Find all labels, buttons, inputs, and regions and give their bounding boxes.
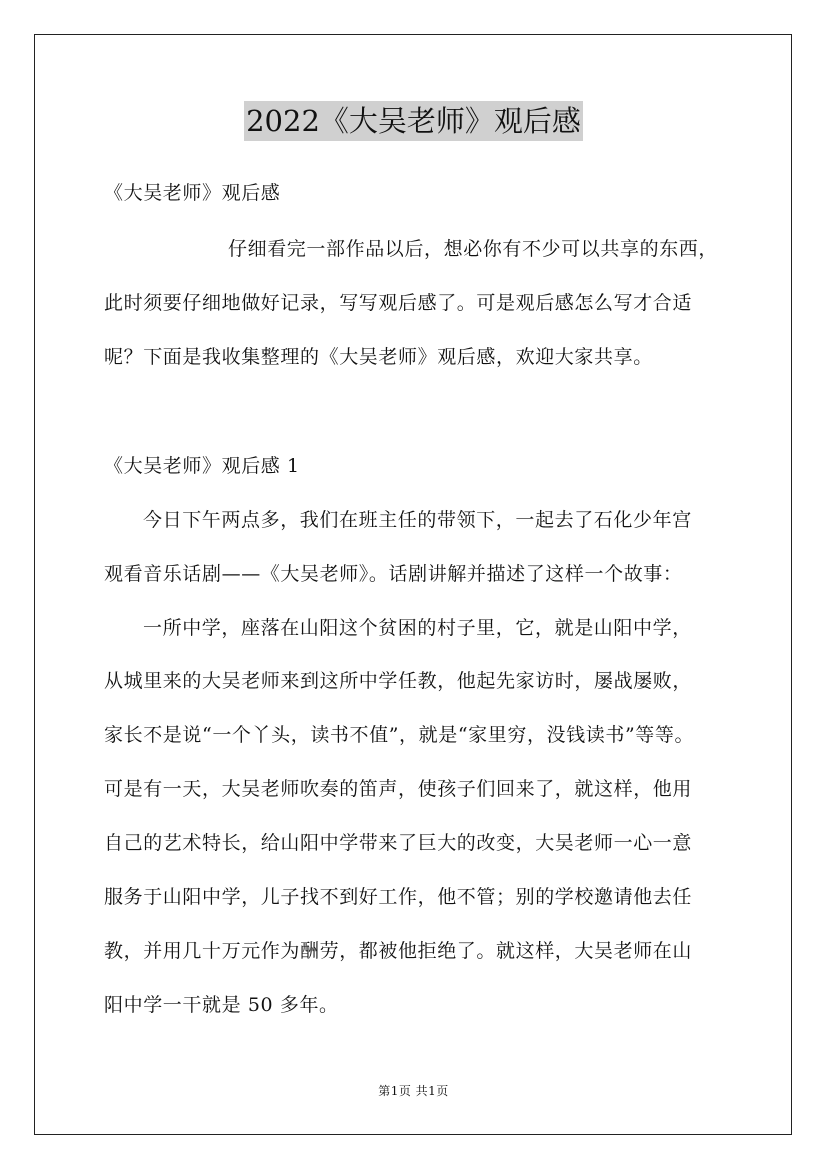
intro-line: 呢？下面是我收集整理的《大吴老师》观后感，欢迎大家共享。 xyxy=(104,346,653,368)
body-line: 自己的艺术特长，给山阳中学带来了巨大的改变，大吴老师一心一意 xyxy=(104,832,693,854)
body-line: 今日下午两点多，我们在班主任的带领下，一起去了石化少年宫 xyxy=(143,509,692,531)
page-footer: 第1页 共1页 xyxy=(378,1084,449,1098)
body-line: 可是有一天，大吴老师吹奏的笛声，使孩子们回来了，就这样，他用 xyxy=(104,778,693,800)
body-line: 服务于山阳中学，儿子找不到好工作，他不管；别的学校邀请他去任 xyxy=(104,886,693,908)
title-container xyxy=(0,101,827,141)
intro-line: 此时须要仔细地做好记录，写写观后感了。可是观后感怎么写才合适 xyxy=(104,292,693,314)
document-title: 2022《大吴老师》观后感 xyxy=(244,101,583,141)
body-line: 阳中学一干就是 50 多年。 xyxy=(104,994,339,1016)
section-heading: 《大吴老师》观后感 1 xyxy=(104,455,300,477)
body-line: 一所中学，座落在山阳这个贫困的村子里，它，就是山阳中学， xyxy=(143,617,692,639)
intro-line: 仔细看完一部作品以后，想必你有不少可以共享的东西， xyxy=(228,238,719,260)
body-line: 家长不是说“一个丫头，读书不值”，就是“家里穷，没钱读书”等等。 xyxy=(104,724,695,746)
body-line: 观看音乐话剧——《大吴老师》。话剧讲解并描述了这样一个故事： xyxy=(104,563,683,585)
body-line: 从城里来的大吴老师来到这所中学任教，他起先家访时，屡战屡败， xyxy=(104,670,693,692)
body-line: 教，并用几十万元作为酬劳，都被他拒绝了。就这样，大吴老师在山 xyxy=(104,940,693,962)
document-subtitle: 《大吴老师》观后感 xyxy=(104,182,281,204)
